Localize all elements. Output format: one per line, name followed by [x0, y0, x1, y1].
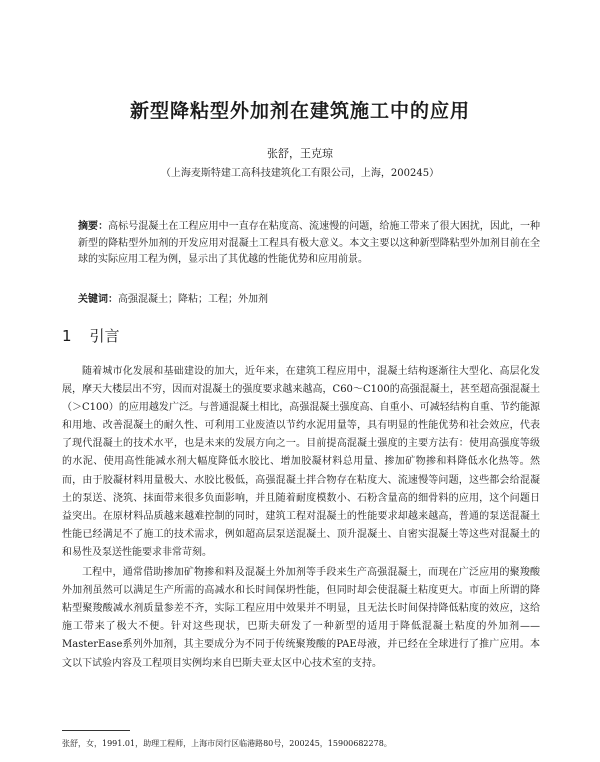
abstract-block: [78, 219, 540, 269]
paper-authors: 张舒，王克琼: [267, 147, 333, 160]
paper-title: 新型降粘型外加剂在建筑施工中的应用: [129, 100, 470, 122]
body-paragraph-2: 工程中，通常借助掺加矿物掺和料及混凝土外加剂等手段来生产高强混凝土，而现在广泛应用的聚羧酸外加剂虽然可以满足生产所需的高减水和长时间保坍性能，但同时却会使混凝土粘度更大。市面上所谓的降粘型聚羧酸减水剂质量参差不齐，实际工程应用中效果并不明显，且无法长时间保持降低粘度的效应，这给施工带来了极大不便。针对这些现状，巴斯夫研发了一种新型的适用于降低混凝土粘度的外加剂——MasterEase系列外加剂，其主要成分为不同于传统聚羧酸的PAE母液，并已经在全球进行了推广应用。本文以下试验内容及工程项目实例均来自巴斯夫亚太区中心技术室的支持。: [62, 567, 540, 669]
abstract-label: 摘要：: [78, 221, 109, 232]
keywords-label: 关键词：: [78, 294, 118, 305]
author-footnote: 张舒，女，1991.01，助理工程师，上海市闵行区临港路80号，200245，15900682278。: [62, 739, 392, 748]
keywords-text: 高强混凝土；降粘；工程；外加剂: [118, 294, 268, 305]
keywords-block: [78, 292, 540, 308]
section-number: 1: [62, 327, 72, 345]
footnote-rule: [62, 730, 130, 731]
abstract-text: 高标号混凝土在工程应用中一直存在粘度高、流速慢的问题，给施工带来了很大困扰，因此，一种新型的降粘型外加剂的开发应用对混凝土工程具有极大意义。本文主要以这种新型降粘型外加剂目前在全球的实际应用工程为例，显示出了其优越的性能优势和应用前景。: [78, 221, 541, 265]
section-heading: [62, 325, 120, 346]
body-text: [62, 363, 540, 673]
section-title: 引言: [89, 327, 120, 345]
body-paragraph-1: 随着城市化发展和基础建设的加大，近年来，在建筑工程应用中，混凝土结构逐渐往大型化、高层化发展，摩天大楼层出不穷，因而对混凝土的强度要求越来越高，C60～C100的高强混凝土，甚至超高强混凝土（＞C100）的应用越发广泛。与普通混凝土相比，高强混凝土强度高、自重小、可减轻结构自重、节约能源和用地、改善混凝土的耐久性、可利用工业废渣以节约水泥用量等，具有明显的性能优势和社会效应，代表了现代混凝土的技术水平，也是未来的发展方向之一。目前提高混凝土强度的主要方法有：使用高强度等级的水泥、使用高性能减水剂大幅度降低水胶比、增加胶凝材料总用量、掺加矿物掺和料降低水化热等。然而，由于胶凝材料用量极大、水胶比极低，高强混凝土拌合物存在粘度大、流速慢等问题，这些都会给混凝土的泵送、浇筑、抹面带来很多负面影响，并且随着耐度模数小、石粉含量高的细骨料的应用，这个问题日益突出。在原材料品质越来越难控制的同时，建筑工程对混凝土的性能要求却越来越高，普通的泵送混凝土性能已经满足不了施工的技术需求，例如超高层泵送混凝土、顶升混凝土、自密实混凝土等这些对混凝土的和易性及泵送性能要求非常苛刻。: [62, 366, 540, 558]
paper-affiliation: （上海麦斯特建工高科技建筑化工有限公司，上海，200245）: [160, 168, 440, 179]
